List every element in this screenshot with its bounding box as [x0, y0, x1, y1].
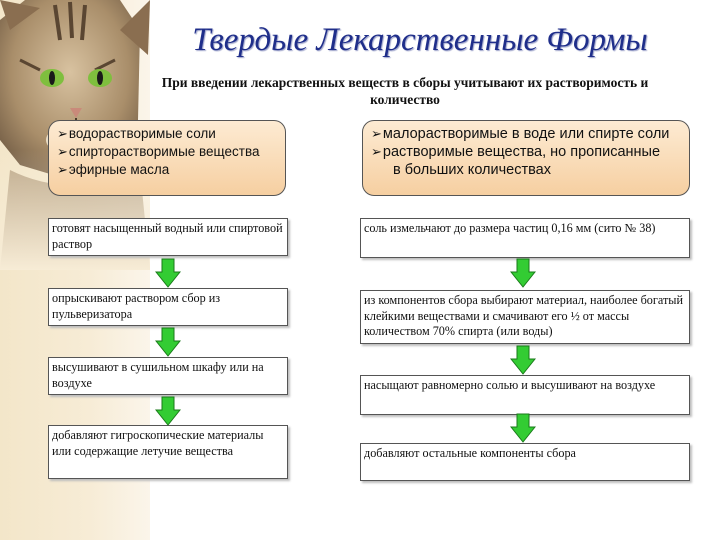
- green-down-arrow-icon: [155, 396, 181, 426]
- right-step-4: добавляют остальные компоненты сбора: [360, 443, 690, 481]
- group-item-label: эфирные масла: [68, 162, 170, 177]
- arrowhead-bullet-icon: ➢: [57, 126, 68, 141]
- green-down-arrow-icon: [155, 327, 181, 357]
- group-item: [371, 143, 681, 161]
- right-step-3: насыщают равномерно солью и высушивают на воздухе: [360, 375, 690, 415]
- right-step-1: соль измельчают до размера частиц 0,16 мм (сито № 38): [360, 218, 690, 258]
- group-item: [371, 125, 681, 143]
- page-title: Твердые Лекарственные Формы: [192, 22, 648, 58]
- left-step-1: готовят насыщенный водный или спиртовой раствор: [48, 218, 288, 256]
- arrowhead-bullet-icon: ➢: [57, 144, 68, 159]
- group-item: [57, 143, 277, 161]
- page-subtitle: При введении лекарственных веществ в сборы учитывают их растворимость и количество: [161, 75, 649, 107]
- group-item: [57, 125, 277, 143]
- green-down-arrow-icon: [510, 345, 536, 375]
- left-step-4: добавляют гигроскопические материалы или содержащие летучие вещества: [48, 425, 288, 479]
- left-step-3: высушивают в сушильном шкафу или на воздухе: [48, 357, 288, 395]
- left-step-2: опрыскивают раствором сбор из пульверизатора: [48, 288, 288, 326]
- group-item-continuation: в больших количествах: [393, 162, 551, 178]
- green-down-arrow-icon: [155, 258, 181, 288]
- green-down-arrow-icon: [510, 258, 536, 288]
- group-item-label: растворимые вещества, но прописанные: [382, 144, 661, 160]
- group-item: [57, 161, 277, 179]
- arrowhead-bullet-icon: ➢: [371, 126, 382, 141]
- group-item-label: водорастворимые соли: [68, 126, 216, 141]
- poorly-soluble-group-box: [362, 120, 690, 196]
- group-item-label: малорастворимые в воде или спирте соли: [382, 126, 670, 142]
- arrowhead-bullet-icon: ➢: [57, 162, 68, 177]
- water-soluble-group-box: [48, 120, 286, 196]
- green-down-arrow-icon: [510, 413, 536, 443]
- right-step-2: из компонентов сбора выбирают материал, наиболее богатый клейкими веществами и смачивают его ½ от массы количеством 70% спирта (или воды): [360, 290, 690, 344]
- group-item-label: спирторастворимые вещества: [68, 144, 260, 159]
- arrowhead-bullet-icon: ➢: [371, 144, 382, 159]
